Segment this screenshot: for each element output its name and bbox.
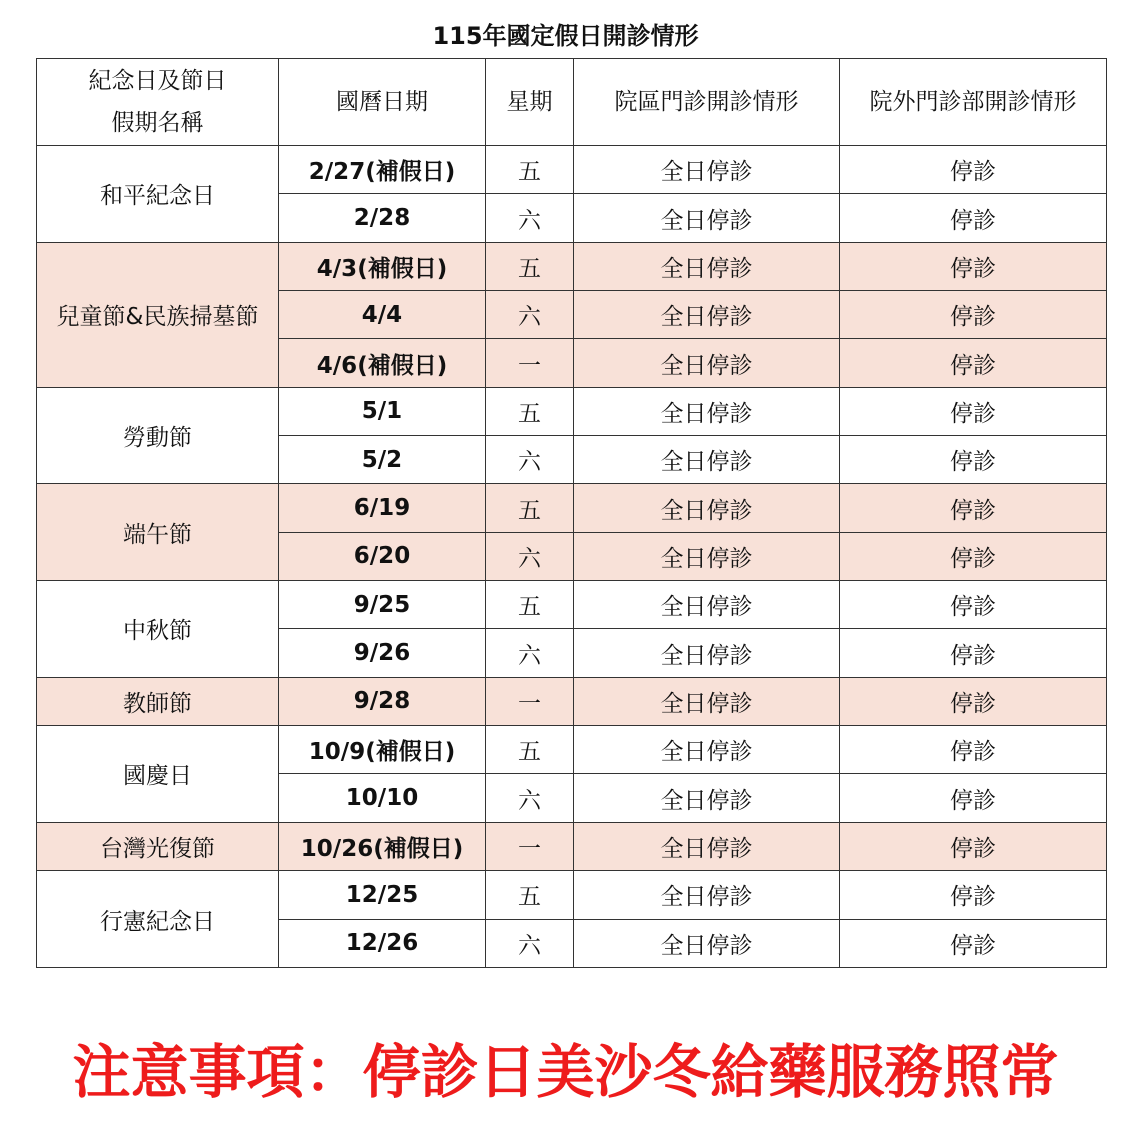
date-cell: 10/26(補假日) bbox=[279, 822, 486, 870]
header-campus-clinic: 院區門診開診情形 bbox=[574, 59, 840, 146]
header-offsite-clinic: 院外門診部開診情形 bbox=[840, 59, 1107, 146]
date-cell: 12/25 bbox=[279, 871, 486, 919]
table-row bbox=[37, 242, 1107, 290]
weekday-cell: 六 bbox=[486, 194, 574, 242]
holiday-name-cell: 台灣光復節 bbox=[37, 822, 279, 870]
weekday-cell: 五 bbox=[486, 871, 574, 919]
date-cell: 5/2 bbox=[279, 436, 486, 484]
date-cell: 4/3(補假日) bbox=[279, 242, 486, 290]
table-row bbox=[37, 677, 1107, 725]
holiday-schedule-table bbox=[36, 58, 1107, 968]
date-cell: 9/25 bbox=[279, 581, 486, 629]
date-cell: 2/28 bbox=[279, 194, 486, 242]
weekday-cell: 六 bbox=[486, 774, 574, 822]
offsite-status-cell: 停診 bbox=[840, 387, 1107, 435]
campus-status-cell: 全日停診 bbox=[574, 871, 840, 919]
campus-status-cell: 全日停診 bbox=[574, 822, 840, 870]
offsite-status-cell: 停診 bbox=[840, 677, 1107, 725]
campus-status-cell: 全日停診 bbox=[574, 436, 840, 484]
weekday-cell: 五 bbox=[486, 387, 574, 435]
date-cell: 10/9(補假日) bbox=[279, 726, 486, 774]
date-cell: 4/4 bbox=[279, 291, 486, 339]
header-weekday: 星期 bbox=[486, 59, 574, 146]
weekday-cell: 一 bbox=[486, 677, 574, 725]
weekday-cell: 六 bbox=[486, 291, 574, 339]
offsite-status-cell: 停診 bbox=[840, 194, 1107, 242]
offsite-status-cell: 停診 bbox=[840, 629, 1107, 677]
offsite-status-cell: 停診 bbox=[840, 291, 1107, 339]
table-row bbox=[37, 822, 1107, 870]
weekday-cell: 六 bbox=[486, 532, 574, 580]
date-cell: 4/6(補假日) bbox=[279, 339, 486, 387]
weekday-cell: 五 bbox=[486, 581, 574, 629]
offsite-status-cell: 停診 bbox=[840, 822, 1107, 870]
weekday-cell: 五 bbox=[486, 242, 574, 290]
holiday-name-cell: 兒童節&民族掃墓節 bbox=[37, 242, 279, 387]
header-holiday-name-line2: 假期名稱 bbox=[111, 110, 204, 136]
campus-status-cell: 全日停診 bbox=[574, 291, 840, 339]
holiday-name-cell: 國慶日 bbox=[37, 726, 279, 823]
weekday-cell: 五 bbox=[486, 484, 574, 532]
weekday-cell: 六 bbox=[486, 919, 574, 968]
weekday-cell: 五 bbox=[486, 146, 574, 194]
offsite-status-cell: 停診 bbox=[840, 774, 1107, 822]
offsite-status-cell: 停診 bbox=[840, 242, 1107, 290]
header-row bbox=[37, 59, 1107, 146]
campus-status-cell: 全日停診 bbox=[574, 387, 840, 435]
date-cell: 12/26 bbox=[279, 919, 486, 968]
weekday-cell: 五 bbox=[486, 726, 574, 774]
holiday-name-cell: 行憲紀念日 bbox=[37, 871, 279, 968]
page-title: 115年國定假日開診情形 bbox=[432, 22, 699, 50]
notice-banner: 注意事項：停診日美沙冬給藥服務照常 bbox=[72, 1038, 1059, 1106]
weekday-cell: 六 bbox=[486, 436, 574, 484]
offsite-status-cell: 停診 bbox=[840, 436, 1107, 484]
table-row bbox=[37, 387, 1107, 435]
date-cell: 5/1 bbox=[279, 387, 486, 435]
campus-status-cell: 全日停診 bbox=[574, 629, 840, 677]
weekday-cell: 一 bbox=[486, 339, 574, 387]
campus-status-cell: 全日停診 bbox=[574, 677, 840, 725]
campus-status-cell: 全日停診 bbox=[574, 146, 840, 194]
holiday-name-cell: 勞動節 bbox=[37, 387, 279, 484]
campus-status-cell: 全日停診 bbox=[574, 774, 840, 822]
offsite-status-cell: 停診 bbox=[840, 146, 1107, 194]
offsite-status-cell: 停診 bbox=[840, 726, 1107, 774]
header-date: 國曆日期 bbox=[279, 59, 486, 146]
campus-status-cell: 全日停診 bbox=[574, 919, 840, 968]
campus-status-cell: 全日停診 bbox=[574, 242, 840, 290]
campus-status-cell: 全日停診 bbox=[574, 484, 840, 532]
date-cell: 9/26 bbox=[279, 629, 486, 677]
table-row bbox=[37, 484, 1107, 532]
table-row bbox=[37, 581, 1107, 629]
offsite-status-cell: 停診 bbox=[840, 871, 1107, 919]
weekday-cell: 一 bbox=[486, 822, 574, 870]
campus-status-cell: 全日停診 bbox=[574, 532, 840, 580]
date-cell: 10/10 bbox=[279, 774, 486, 822]
header-holiday-name bbox=[37, 59, 279, 146]
date-cell: 2/27(補假日) bbox=[279, 146, 486, 194]
holiday-name-cell: 和平紀念日 bbox=[37, 146, 279, 243]
holiday-name-cell: 端午節 bbox=[37, 484, 279, 581]
offsite-status-cell: 停診 bbox=[840, 339, 1107, 387]
table-row bbox=[37, 726, 1107, 774]
header-holiday-name-line1: 紀念日及節日 bbox=[88, 68, 227, 94]
date-cell: 6/20 bbox=[279, 532, 486, 580]
campus-status-cell: 全日停診 bbox=[574, 194, 840, 242]
date-cell: 9/28 bbox=[279, 677, 486, 725]
table-row bbox=[37, 871, 1107, 919]
holiday-name-cell: 中秋節 bbox=[37, 581, 279, 678]
offsite-status-cell: 停診 bbox=[840, 532, 1107, 580]
table-body bbox=[37, 146, 1107, 968]
campus-status-cell: 全日停診 bbox=[574, 339, 840, 387]
offsite-status-cell: 停診 bbox=[840, 581, 1107, 629]
offsite-status-cell: 停診 bbox=[840, 484, 1107, 532]
weekday-cell: 六 bbox=[486, 629, 574, 677]
holiday-name-cell: 教師節 bbox=[37, 677, 279, 725]
table-row bbox=[37, 146, 1107, 194]
campus-status-cell: 全日停診 bbox=[574, 581, 840, 629]
campus-status-cell: 全日停診 bbox=[574, 726, 840, 774]
offsite-status-cell: 停診 bbox=[840, 919, 1107, 968]
date-cell: 6/19 bbox=[279, 484, 486, 532]
